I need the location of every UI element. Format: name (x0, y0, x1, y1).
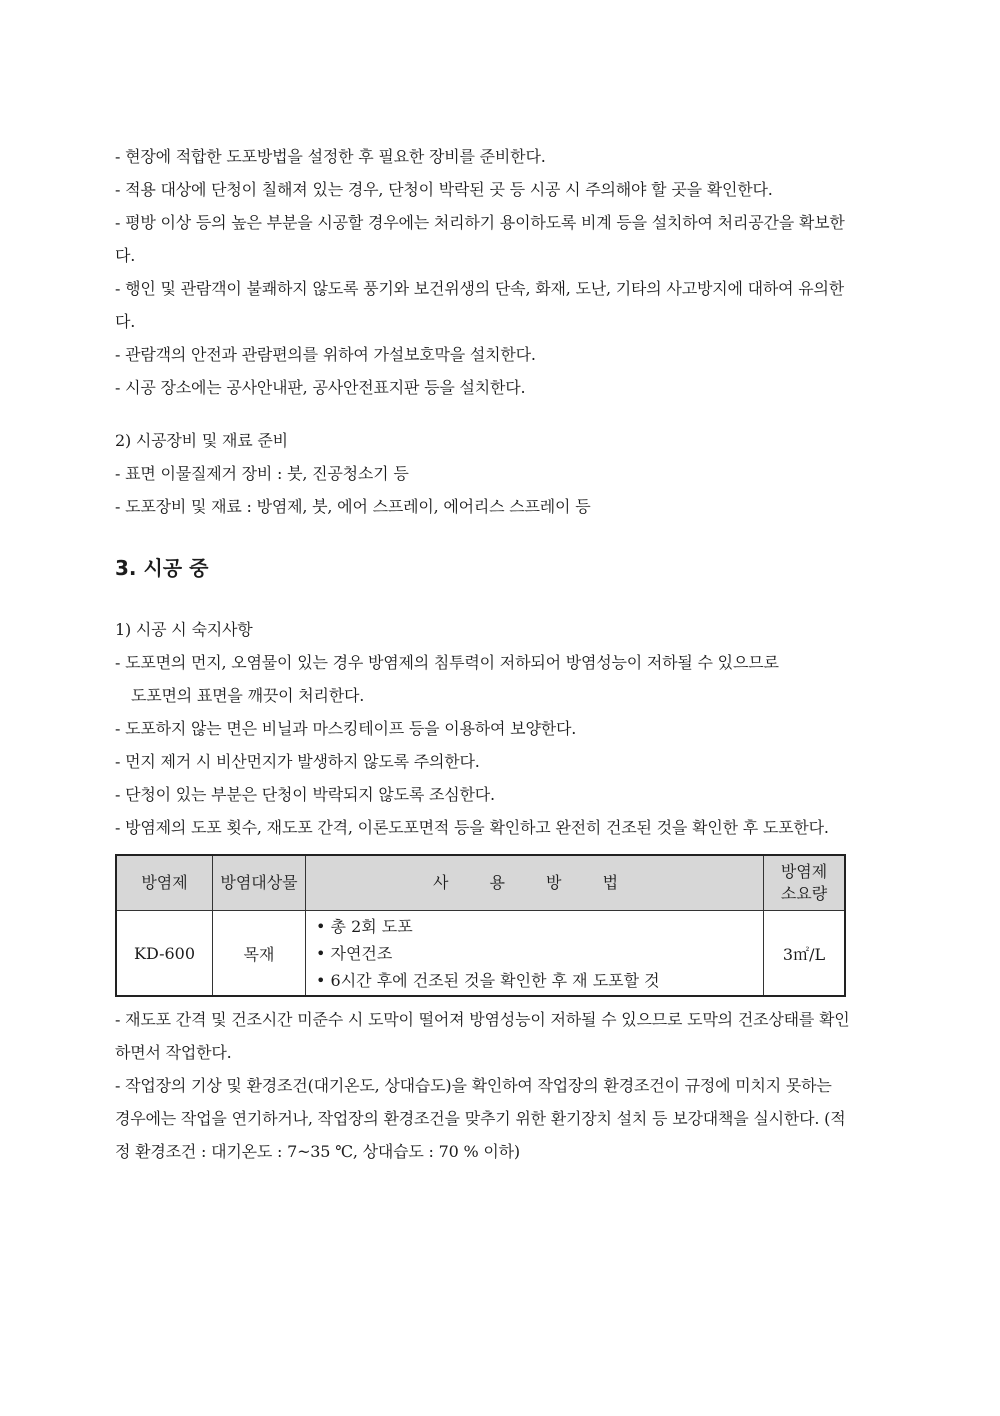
table-row (116, 911, 845, 997)
list-item: - 시공 장소에는 공사안내판, 공사안전표지판 등을 설치한다. (115, 378, 526, 397)
header-target: 방염대상물 (213, 855, 306, 911)
prep-list (115, 140, 850, 404)
cell-usage (306, 911, 764, 997)
list-item: - 도포하지 않는 면은 비닐과 마스킹테이프 등을 이용하여 보양한다. (115, 719, 577, 738)
header-usage-label: 사 용 방 법 (432, 873, 637, 892)
header-quantity (764, 855, 846, 911)
header-agent: 방염제 (116, 855, 213, 911)
list-item: - 관람객의 안전과 관람편의를 위하여 가설보호막을 설치한다. (115, 345, 536, 364)
section-title: 3. 시공 중 (115, 556, 209, 580)
list-item: - 단청이 있는 부분은 단청이 박락되지 않도록 조심한다. (115, 785, 495, 804)
section-subheading: 1) 시공 시 숙지사항 (115, 620, 253, 639)
usage-item: • 자연건조 (316, 943, 393, 963)
construction-notes (115, 613, 850, 844)
after-table-notes (115, 1003, 850, 1168)
cell-agent: KD-600 (116, 911, 213, 997)
list-item: - 도포장비 및 재료 : 방염제, 붓, 에어 스프레이, 에어리스 스프레이 등 (115, 497, 591, 516)
section-subheading: 2) 시공장비 및 재료 준비 (115, 431, 288, 450)
usage-item: • 총 2회 도포 (316, 916, 413, 936)
list-item: - 행인 및 관람객이 불쾌하지 않도록 풍기와 보건위생의 단속, 화재, 도난, 기타의 사고방지에 대하여 유의한다. (115, 279, 845, 331)
cell-quantity: 3㎡/L (764, 911, 846, 997)
list-item: - 현장에 적합한 도포방법을 설정한 후 필요한 장비를 준비한다. (115, 147, 546, 166)
header-usage (306, 855, 764, 911)
header-quantity-line1: 방염제 (780, 862, 828, 881)
list-item: - 재도포 간격 및 건조시간 미준수 시 도막이 떨어져 방염성능이 저하될 수 있으므로 도막의 건조상태를 확인하면서 작업한다. (115, 1010, 850, 1062)
list-item: - 표면 이물질제거 장비 : 붓, 진공청소기 등 (115, 464, 409, 483)
list-item: - 적용 대상에 단청이 칠해져 있는 경우, 단청이 박락된 곳 등 시공 시 주의해야 할 곳을 확인한다. (115, 180, 773, 199)
equipment-section (115, 424, 850, 523)
table-header-row (116, 855, 845, 911)
list-item: - 도포면의 먼지, 오염물이 있는 경우 방염제의 침투력이 저하되어 방염성능이 저하될 수 있으므로 (115, 653, 779, 672)
cell-target: 목재 (213, 911, 306, 997)
document-page (115, 140, 850, 1168)
list-item: - 방염제의 도포 횟수, 재도포 간격, 이론도포면적 등을 확인하고 완전히 건조된 것을 확인한 후 도포한다. (115, 818, 829, 837)
application-method-table (115, 854, 846, 997)
usage-item: • 6시간 후에 건조된 것을 확인한 후 재 도포할 것 (316, 970, 660, 990)
list-item: - 평방 이상 등의 높은 부분을 시공할 경우에는 처리하기 용이하도록 비계 등을 설치하여 처리공간을 확보한다. (115, 213, 845, 265)
list-item: - 먼지 제거 시 비산먼지가 발생하지 않도록 주의한다. (115, 752, 480, 771)
header-quantity-line2: 소요량 (780, 884, 828, 903)
list-item: - 작업장의 기상 및 환경조건(대기온도, 상대습도)을 확인하여 작업장의 환경조건이 규정에 미치지 못하는 경우에는 작업을 연기하거나, 작업장의 환경조건을 맞추기 위한 환기장치 설치 등 보강대책을 실시한다. (적정 환경조건 : 대기온도 : 7~35 ℃, 상대습도 : 70 % 이하) (115, 1076, 846, 1161)
list-item-continuation: 도포면의 표면을 깨끗이 처리한다. (131, 686, 365, 705)
